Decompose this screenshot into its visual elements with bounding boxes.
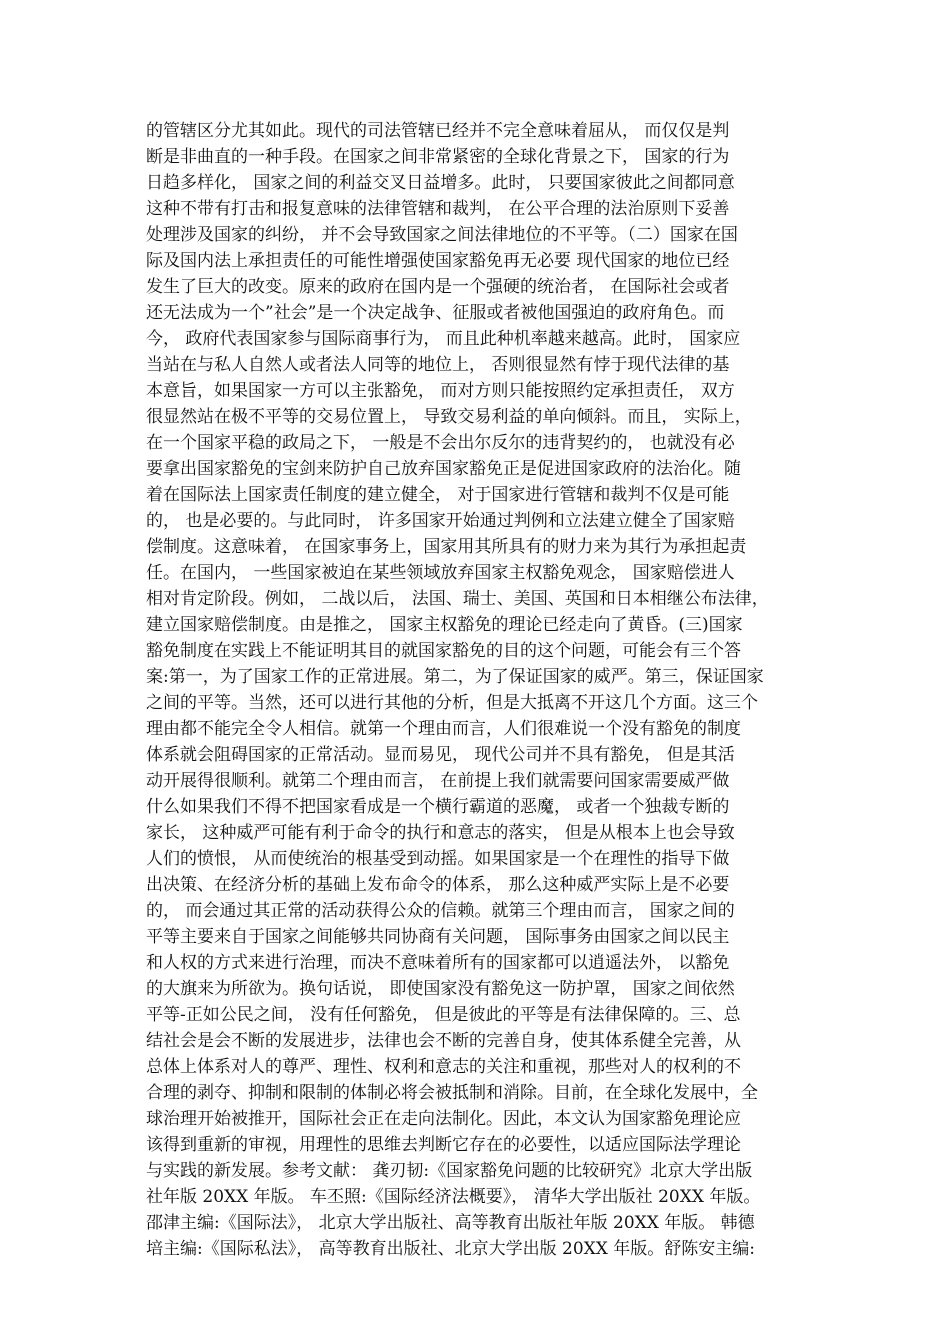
text-line: 着在国际法上国家责任制度的建立健全， 对于国家进行管辖和裁判不仅是可能 — [146, 485, 730, 505]
text-line: 动开展得很顺利。就第二个理由而言， 在前提上我们就需要问国家需要威严做 — [146, 771, 730, 791]
text-line: 之间的平等。当然，还可以进行其他的分析，但是大抵离不开这几个方面。这三个 — [146, 693, 758, 713]
text-line: 理由都不能完全令人相信。就第一个理由而言，人们很难说一个没有豁免的制度 — [146, 719, 741, 739]
text-line: 豁免制度在实践上不能证明其目的就国家豁免的目的这个问题，可能会有三个答 — [146, 641, 741, 661]
text-line: 与实践的新发展。参考文献： 龚刃韧:《国家豁免问题的比较研究》北京大学出版 — [146, 1161, 753, 1181]
text-line: 什么如果我们不得不把国家看成是一个横行霸道的恶魔， 或者一个独裁专断的 — [146, 797, 730, 817]
text-line: 的， 而会通过其正常的活动获得公众的信赖。就第三个理由而言， 国家之间的 — [146, 901, 735, 921]
text-line: 在一个国家平稳的政局之下， 一般是不会出尔反尔的违背契约的， 也就没有必 — [146, 433, 735, 453]
text-line: 合理的剥夺、抑制和限制的体制必将会被抵制和消除。目前，在全球化发展中，全 — [146, 1083, 758, 1103]
text-line: 平等-正如公民之间， 没有任何豁免， 但是彼此的平等是有法律保障的。三、总 — [146, 1005, 741, 1025]
text-line: 出决策、在经济分析的基础上发布命令的体系， 那么这种威严实际上是不必要 — [146, 875, 730, 895]
text-line: 很显然站在极不平等的交易位置上， 导致交易利益的单向倾斜。而且， 实际上， — [146, 407, 752, 427]
text-line: 偿制度。这意味着， 在国家事务上，国家用其所具有的财力来为其行为承担起责 — [146, 537, 747, 557]
text-line: 案:第一，为了国家工作的正常进展。第二，为了保证国家的威严。第三，保证国家 — [146, 667, 764, 687]
text-line: 的管辖区分尤其如此。现代的司法管辖已经并不完全意味着屈从， 而仅仅是判 — [146, 121, 730, 141]
text-line: 体系就会阻碍国家的正常活动。显而易见， 现代公司并不具有豁免， 但是其活 — [146, 745, 735, 765]
text-line: 的， 也是必要的。与此同时， 许多国家开始通过判例和立法建立健全了国家赔 — [146, 511, 735, 531]
text-line: 社年版 20XX 年版。 车丕照:《国际经济法概要》， 清华大学出版社 20XX 年版。 — [146, 1187, 761, 1207]
text-line: 日趋多样化， 国家之间的利益交叉日益增多。此时， 只要国家彼此之间都同意 — [146, 173, 735, 193]
text-line: 断是非曲直的一种手段。在国家之间非常紧密的全球化背景之下， 国家的行为 — [146, 147, 730, 167]
text-line: 任。在国内， 一些国家被迫在某些领域放弃国家主权豁免观念， 国家赔偿进人 — [146, 563, 735, 583]
text-line: 本意旨，如果国家一方可以主张豁免， 而对方则只能按照约定承担责任， 双方 — [146, 381, 735, 401]
text-line: 今， 政府代表国家参与国际商事行为， 而且此种机率越来越高。此时， 国家应 — [146, 329, 741, 349]
text-line: 和人权的方式来进行治理，而决不意味着所有的国家都可以逍遥法外， 以豁免 — [146, 953, 730, 973]
text-line: 球治理开始被推开，国际社会正在走向法制化。因此，本文认为国家豁免理论应 — [146, 1109, 741, 1129]
text-line: 培主编:《国际私法》， 高等教育出版社、北京大学出版 20XX 年版。舒陈安主编: — [146, 1239, 756, 1259]
text-line: 的大旗来为所欲为。换句话说， 即使国家没有豁免这一防护罩， 国家之间依然 — [146, 979, 735, 999]
text-line: 建立国家赔偿制度。由是推之， 国家主权豁免的理论已经走向了黄昏。(三)国家 — [146, 615, 743, 635]
text-line: 处理涉及国家的纠纷， 并不会导致国家之间法律地位的不平等。（二）国家在国 — [146, 225, 738, 245]
text-line: 人们的愤恨， 从而使统治的根基受到动摇。如果国家是一个在理性的指导下做 — [146, 849, 730, 869]
text-line: 总体上体系对人的尊严、理性、权利和意志的关注和重视，那些对人的权利的不 — [146, 1057, 741, 1077]
text-line: 该得到重新的审视，用理性的思维去判断它存在的必要性，以适应国际法学理论 — [146, 1135, 741, 1155]
text-line: 平等主要来自于国家之间能够共同协商有关问题， 国际事务由国家之间以民主 — [146, 927, 730, 947]
text-line: 要拿出国家豁免的宝剑来防护自己放弃国家豁免正是促进国家政府的法治化。随 — [146, 459, 741, 479]
body-text — [146, 118, 806, 1262]
text-line: 际及国内法上承担责任的可能性增强使国家豁免再无必要 现代国家的地位已经 — [146, 251, 730, 271]
text-line: 当站在与私人自然人或者法人同等的地位上， 否则很显然有悖于现代法律的基 — [146, 355, 730, 375]
text-line: 这种不带有打击和报复意味的法律管辖和裁判， 在公平合理的法治原则下妥善 — [146, 199, 730, 219]
text-line: 结社会是会不断的发展进步，法律也会不断的完善自身，使其体系健全完善，从 — [146, 1031, 741, 1051]
text-line: 发生了巨大的改变。原来的政府在国内是一个强硬的统治者， 在国际社会或者 — [146, 277, 730, 297]
text-line: 家长， 这种威严可能有利于命令的执行和意志的落实， 但是从根本上也会导致 — [146, 823, 735, 843]
text-line: 邵津主编:《国际法》， 北京大学出版社、高等教育出版社年版 20XX 年版。 韩德 — [146, 1213, 755, 1233]
text-line: 还无法成为一个”社会”是一个决定战争、征服或者被他国强迫的政府角色。而 — [146, 303, 725, 323]
text-line: 相对肯定阶段。例如， 二战以后， 法国、瑞士、美国、英国和日本相继公布法律， — [146, 589, 769, 609]
